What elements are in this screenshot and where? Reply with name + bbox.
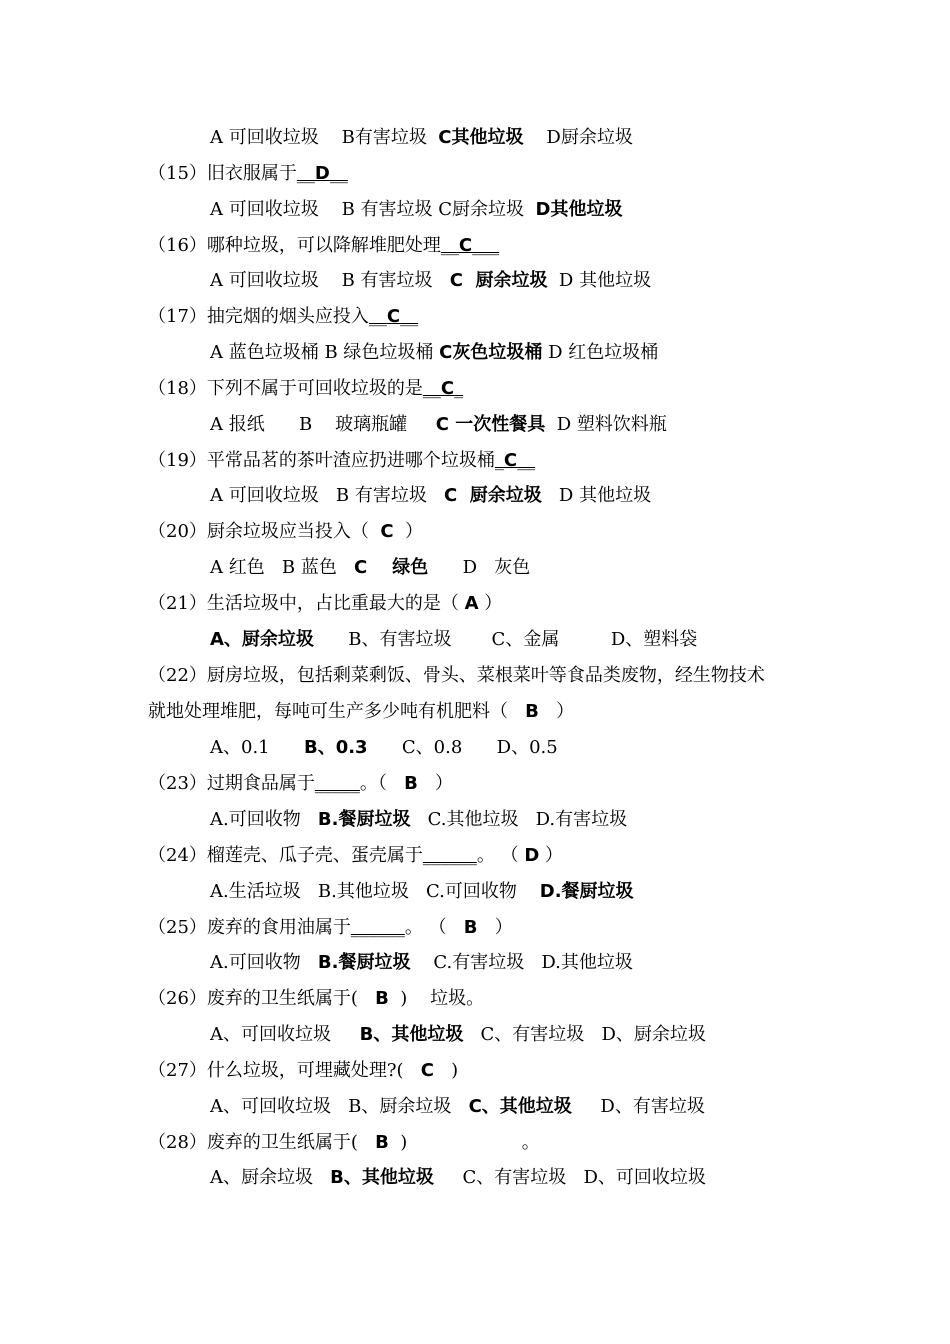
options-19 bbox=[210, 484, 651, 508]
line-text: （20）厨余垃圾应当投入（ bbox=[148, 521, 381, 542]
answer-text: C bbox=[386, 306, 401, 327]
line-text: __ bbox=[296, 163, 315, 184]
answer-text: B bbox=[525, 701, 539, 722]
answer-text: C 绿色 bbox=[354, 557, 429, 578]
line-text: ） bbox=[539, 845, 564, 866]
question-23 bbox=[148, 772, 453, 796]
line-text: C、有害垃圾 D、厨余垃圾 bbox=[463, 1024, 706, 1045]
line-text: ) 垃圾。 bbox=[388, 988, 485, 1009]
line-text: A、厨余垃圾 bbox=[210, 1167, 331, 1188]
answer-text: B bbox=[375, 1132, 389, 1153]
line-text: 。 （ bbox=[404, 917, 464, 938]
question-21 bbox=[148, 592, 502, 616]
options-20 bbox=[210, 556, 530, 580]
line-text: （24）榴莲壳、瓜子壳、蛋壳属于 bbox=[148, 845, 423, 866]
line-text: C.有害垃圾 D.其他垃圾 bbox=[410, 952, 633, 973]
answer-text: D bbox=[314, 163, 330, 184]
line-text: C、0.8 D、0.5 bbox=[367, 737, 558, 758]
line-text: A 可回收垃圾 B 有害垃圾 C厨余垃圾 bbox=[210, 199, 536, 220]
line-text: （16）哪种垃圾，可以降解堆肥处理 bbox=[148, 235, 441, 256]
line-text: A.可回收物 bbox=[210, 809, 318, 830]
line-text: （17）抽完烟的烟头应投入 bbox=[148, 306, 369, 327]
line-text: _ bbox=[454, 378, 464, 399]
answer-text: D bbox=[524, 845, 540, 866]
line-text: D厨余垃圾 bbox=[523, 127, 633, 148]
line-text: A 蓝色垃圾桶 B 绿色垃圾桶 bbox=[210, 342, 440, 363]
question-20 bbox=[148, 520, 423, 544]
answer-text: A、厨余垃圾 bbox=[210, 629, 314, 650]
line-text: （18）下列不属于可回收垃圾的是 bbox=[148, 378, 423, 399]
line-text: （15）旧衣服属于 bbox=[148, 163, 297, 184]
line-text: （22）厨房垃圾，包括剩菜剩饭、骨头、菜根菜叶等食品类废物，经生物技术 bbox=[148, 665, 765, 686]
line-text: （26）废弃的卫生纸属于( bbox=[148, 988, 376, 1009]
line-text: A 可回收垃圾 B 有害垃圾 bbox=[210, 485, 444, 506]
answer-text: C、其他垃圾 bbox=[468, 1096, 572, 1117]
line-text: （21）生活垃圾中，占比重最大的是（ bbox=[148, 593, 465, 614]
line-text: A、可回收垃圾 bbox=[210, 1024, 360, 1045]
answer-text: A bbox=[464, 593, 479, 614]
question-27 bbox=[148, 1059, 458, 1083]
answer-text: B.餐厨垃圾 bbox=[317, 952, 411, 973]
answer-text: B bbox=[404, 773, 418, 794]
answer-text: B bbox=[463, 917, 478, 938]
options-15 bbox=[210, 198, 622, 222]
line-text: （25）废弃的食用油属于 bbox=[148, 917, 351, 938]
line-text: A.可回收物 bbox=[210, 952, 318, 973]
line-text: B、有害垃圾 C、金属 D、塑料袋 bbox=[313, 629, 698, 650]
question-24 bbox=[148, 844, 563, 868]
question-19 bbox=[148, 449, 535, 473]
question-26 bbox=[148, 987, 484, 1011]
line-text: __ bbox=[422, 378, 441, 399]
question-25 bbox=[148, 916, 513, 940]
line-text: 。 （ bbox=[476, 845, 525, 866]
line-text: __ bbox=[400, 306, 419, 327]
answer-text: B、其他垃圾 bbox=[330, 1167, 434, 1188]
line-text: C.其他垃圾 D.有害垃圾 bbox=[410, 809, 628, 830]
line-text: ） bbox=[417, 773, 453, 794]
answer-text: C bbox=[458, 235, 473, 256]
options-21 bbox=[210, 628, 697, 652]
options-26 bbox=[210, 1023, 706, 1047]
line-text: （27）什么垃圾，可埋藏处理?( bbox=[148, 1060, 421, 1081]
line-text: ） bbox=[478, 593, 503, 614]
line-text: ______ bbox=[422, 845, 477, 866]
line-text: A 可回收垃圾 B 有害垃圾 bbox=[210, 270, 450, 291]
line-text: 。（ bbox=[359, 773, 405, 794]
line-text: A.生活垃圾 B.其他垃圾 C.可回收物 bbox=[210, 881, 540, 902]
line-text: A 可回收垃圾 B有害垃圾 bbox=[210, 127, 439, 148]
line-text: ) bbox=[433, 1060, 459, 1081]
answer-text: C 厨余垃圾 bbox=[444, 485, 542, 506]
question-22-cont bbox=[148, 700, 574, 724]
line-text: D 塑料饮料瓶 bbox=[545, 414, 667, 435]
line-text: _____ bbox=[314, 773, 360, 794]
line-text: D 其他垃圾 bbox=[541, 485, 652, 506]
line-text: D 其他垃圾 bbox=[547, 270, 652, 291]
answer-text: D其他垃圾 bbox=[535, 199, 623, 220]
line-text: （23）过期食品属于 bbox=[148, 773, 315, 794]
question-16 bbox=[148, 234, 499, 258]
line-text: D、有害垃圾 bbox=[571, 1096, 705, 1117]
line-text: __ bbox=[368, 306, 387, 327]
line-text: _ bbox=[494, 450, 504, 471]
line-text: ______ bbox=[350, 917, 405, 938]
line-text: （19）平常品茗的茶叶渣应扔进哪个垃圾桶 bbox=[148, 450, 495, 471]
answer-text: C bbox=[380, 521, 394, 542]
options-22 bbox=[210, 736, 558, 760]
line-text: A、0.1 bbox=[210, 737, 304, 758]
line-text: ) 。 bbox=[388, 1132, 540, 1153]
answer-text: C其他垃圾 bbox=[438, 127, 524, 148]
question-22 bbox=[148, 664, 765, 688]
answer-text: B、其他垃圾 bbox=[359, 1024, 464, 1045]
answer-text: C bbox=[420, 1060, 434, 1081]
question-15 bbox=[148, 162, 348, 186]
line-text: 就地处理堆肥，每吨可生产多少吨有机肥料（ bbox=[148, 701, 526, 722]
line-text: __ bbox=[517, 450, 536, 471]
options-23 bbox=[210, 808, 627, 832]
answer-text: C bbox=[440, 378, 455, 399]
line-text: ） bbox=[393, 521, 424, 542]
options-27 bbox=[210, 1095, 705, 1119]
options-25 bbox=[210, 951, 633, 975]
line-text: __ bbox=[440, 235, 459, 256]
line-text: __ bbox=[329, 163, 348, 184]
answer-text: C灰色垃圾桶 bbox=[439, 342, 543, 363]
line-text: （28）废弃的卫生纸属于( bbox=[148, 1132, 376, 1153]
line-text: ） bbox=[538, 701, 575, 722]
options-16 bbox=[210, 269, 651, 293]
options-28 bbox=[210, 1166, 706, 1190]
question-18 bbox=[148, 377, 463, 401]
question-28 bbox=[148, 1131, 540, 1155]
line-text: ___ bbox=[472, 235, 500, 256]
line-text: A、可回收垃圾 B、厨余垃圾 bbox=[210, 1096, 469, 1117]
line-text: D 灰色 bbox=[428, 557, 531, 578]
options-17 bbox=[210, 341, 658, 365]
options-14 bbox=[210, 126, 633, 150]
answer-text: B、0.3 bbox=[303, 737, 368, 758]
line-text: A 红色 B 蓝色 bbox=[210, 557, 354, 578]
answer-text: B.餐厨垃圾 bbox=[317, 809, 411, 830]
line-text: D 红色垃圾桶 bbox=[542, 342, 659, 363]
answer-text: C bbox=[503, 450, 518, 471]
options-18 bbox=[210, 413, 667, 437]
answer-text: B bbox=[375, 988, 389, 1009]
answer-text: C 一次性餐具 bbox=[435, 414, 546, 435]
answer-text: C 厨余垃圾 bbox=[449, 270, 548, 291]
line-text: ） bbox=[477, 917, 513, 938]
answer-text: D.餐厨垃圾 bbox=[539, 881, 634, 902]
options-24 bbox=[210, 880, 634, 904]
line-text: C、有害垃圾 D、可回收垃圾 bbox=[433, 1167, 706, 1188]
question-17 bbox=[148, 305, 418, 329]
line-text: A 报纸 B 玻璃瓶罐 bbox=[210, 414, 436, 435]
